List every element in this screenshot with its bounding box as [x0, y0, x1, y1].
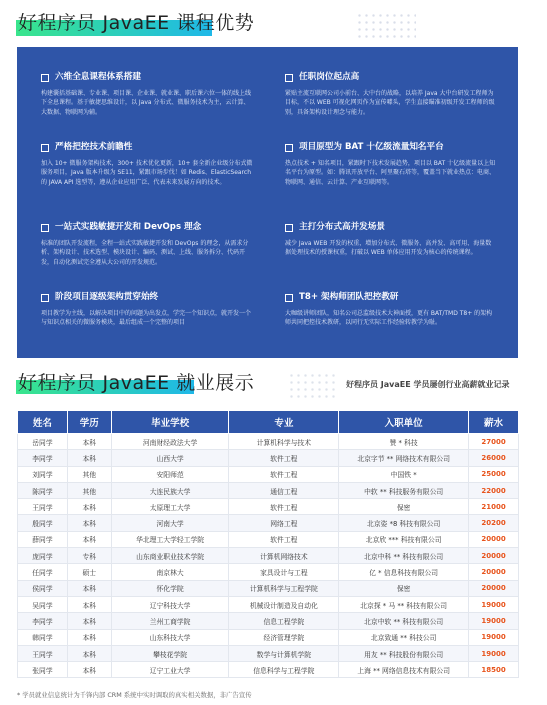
cell-salary: 20000 [469, 564, 519, 580]
feature-description: 构建囊括基础课、专业课、项目课、企业课、就业课、职后课六位一体的线上线下全息课程。基于敏捷思维设计，以 Java 分布式、微服务技术为主，云计算、大数据、物联网为辅。 [41, 90, 252, 116]
section-heading-employment [16, 366, 536, 402]
cell-salary: 25000 [469, 466, 519, 482]
cell-salary: 27000 [469, 434, 519, 450]
cell-salary: 26000 [469, 450, 519, 466]
feature-description: 减少 Java WEB 开发的权重，增加分布式、微服务、高并发、高可用、海量数据处理技术的授课权重，打破以 WEB 单体应用开发为核心的传统课程。 [285, 240, 492, 257]
feature-title: 六维全息课程体系搭建 [55, 72, 141, 82]
cell-school: 怀化学院 [111, 580, 229, 596]
cell-employer: 用友 ** 科技股份有限公司 [339, 645, 469, 661]
cell-education: 本科 [67, 596, 111, 612]
cell-salary: 18500 [469, 662, 519, 678]
cell-education: 本科 [67, 662, 111, 678]
header-employer: 入职单位 [339, 411, 469, 434]
table-row [18, 596, 519, 612]
cell-education: 本科 [67, 515, 111, 531]
checkbox-icon [41, 74, 49, 82]
checkbox-icon [41, 294, 49, 302]
cell-education: 本科 [67, 450, 111, 466]
cell-employer: 北京姿 *8 科技有限公司 [339, 515, 469, 531]
cell-education: 其他 [67, 482, 111, 498]
cell-name: 任同学 [18, 564, 68, 580]
cell-name: 张同学 [18, 662, 68, 678]
cell-salary: 22000 [469, 482, 519, 498]
feature-item [41, 292, 253, 328]
cell-salary: 20000 [469, 548, 519, 564]
table-row [18, 482, 519, 498]
section-title: 好程序员 JavaEE 课程优势 [18, 12, 255, 34]
decorative-dots [356, 12, 416, 40]
feature-description: 大咖级讲师团队，知名公司总监级技术大神面授，更有 BAT/TMD T8+ 的架构师共同把控技术教研，以同行无实际工作经验转教学为耻。 [285, 310, 493, 327]
cell-salary: 21000 [469, 499, 519, 515]
table-row [18, 434, 519, 450]
cell-school: 山西大学 [111, 450, 229, 466]
header-salary: 薪水 [469, 411, 519, 434]
cell-name: 岳同学 [18, 434, 68, 450]
cell-salary: 20200 [469, 515, 519, 531]
cell-major: 软件工程 [229, 466, 339, 482]
table-header-row [18, 411, 519, 434]
cell-major: 经济管理学院 [229, 629, 339, 645]
cell-major: 计算机网络技术 [229, 548, 339, 564]
decorative-dots [288, 372, 338, 400]
footnote: * 学员就业信息统计为千锋内部 CRM 系统中实时调取的真实相关数据，非广告宣传 [17, 691, 252, 699]
cell-name: 庞同学 [18, 548, 68, 564]
cell-school: 山东商业职业技术学院 [111, 548, 229, 564]
employment-table [17, 410, 519, 678]
cell-name: 韩同学 [18, 629, 68, 645]
feature-description: 项目教学为主线，以解决项目中的问题为出发点，学完一个知识点，就开发一个与知识点相关的微服务模块，最后组成一个完整的项目 [41, 310, 252, 327]
cell-salary: 19000 [469, 645, 519, 661]
feature-title: 主打分布式高并发场景 [299, 222, 385, 232]
cell-school: 安阳师范 [111, 466, 229, 482]
cell-name: 殷同学 [18, 515, 68, 531]
cell-school: 华北理工大学轻工学院 [111, 531, 229, 547]
cell-salary: 20000 [469, 531, 519, 547]
cell-major: 软件工程 [229, 450, 339, 466]
cell-education: 本科 [67, 645, 111, 661]
cell-major: 信息科学与工程学院 [229, 662, 339, 678]
cell-major: 软件工程 [229, 531, 339, 547]
cell-school: 太原理工大学 [111, 499, 229, 515]
cell-name: 刘同学 [18, 466, 68, 482]
table-row [18, 466, 519, 482]
feature-item [285, 292, 497, 328]
cell-major: 计算机科学与技术 [229, 434, 339, 450]
cell-education: 本科 [67, 434, 111, 450]
cell-education: 专科 [67, 548, 111, 564]
feature-item [41, 72, 253, 117]
feature-item [41, 222, 253, 267]
header-name: 姓名 [18, 411, 68, 434]
feature-title: 阶段项目逐级架构贯穿始终 [55, 292, 159, 302]
feature-title: 任职岗位起点高 [299, 72, 360, 82]
cell-major: 计算机科学与工程学院 [229, 580, 339, 596]
table-row [18, 613, 519, 629]
cell-major: 通信工程 [229, 482, 339, 498]
cell-employer: 上海 ** 网络信息技术有限公司 [339, 662, 469, 678]
checkbox-icon [41, 224, 49, 232]
feature-title: 严格把控技术前瞻性 [55, 142, 133, 152]
checkbox-icon [285, 224, 293, 232]
cell-employer: 中软 ** 科技服务有限公司 [339, 482, 469, 498]
cell-name: 吴同学 [18, 596, 68, 612]
cell-employer: 保密 [339, 499, 469, 515]
cell-major: 机械设计制造及自动化 [229, 596, 339, 612]
table-row [18, 515, 519, 531]
checkbox-icon [41, 144, 49, 152]
cell-name: 陈同学 [18, 482, 68, 498]
feature-title: 一站式实践敏捷开发和 DevOps 理念 [55, 222, 202, 232]
cell-major: 数学与计算机学院 [229, 645, 339, 661]
cell-education: 本科 [67, 613, 111, 629]
advantages-panel [17, 47, 518, 358]
cell-education: 其他 [67, 466, 111, 482]
cell-school: 大连民族大学 [111, 482, 229, 498]
cell-school: 兰州工商学院 [111, 613, 229, 629]
table-row [18, 662, 519, 678]
cell-education: 硕士 [67, 564, 111, 580]
cell-employer: 北京字节 ** 网络技术有限公司 [339, 450, 469, 466]
cell-salary: 19000 [469, 629, 519, 645]
cell-employer: 北京中软 ** 科技有限公司 [339, 613, 469, 629]
cell-education: 本科 [67, 531, 111, 547]
feature-description: 标准的团队开发流程，全程一站式实践敏捷开发和 DevOps 的理念，从需求分析、架构设计、技术选型、模块设计、编码、测试、上线、服务拆分、代码开发，自动化测试完全遵从大公司的开发规范。 [41, 240, 249, 266]
feature-item [285, 72, 497, 117]
cell-employer: 赞 * 科技 [339, 434, 469, 450]
section-subtitle: 好程序员 JavaEE 学员屡创行业高薪就业记录 [346, 380, 510, 389]
cell-major: 软件工程 [229, 499, 339, 515]
cell-employer: 中国铁 * [339, 466, 469, 482]
table-row [18, 580, 519, 596]
section-title: 好程序员 JavaEE 就业展示 [18, 372, 255, 394]
cell-school: 辽宁工业大学 [111, 662, 229, 678]
cell-salary: 19000 [469, 613, 519, 629]
table-row [18, 548, 519, 564]
cell-employer: 北京中科 ** 科技有限公司 [339, 548, 469, 564]
cell-name: 薛同学 [18, 531, 68, 547]
cell-name: 李同学 [18, 613, 68, 629]
table-row [18, 531, 519, 547]
cell-employer: 北京欣 *** 科技有限公司 [339, 531, 469, 547]
feature-title: 项目原型为 BAT 十亿级流量知名平台 [299, 142, 444, 152]
cell-major: 家具设计与工程 [229, 564, 339, 580]
table-row [18, 499, 519, 515]
section-heading-advantages [16, 6, 536, 42]
checkbox-icon [285, 294, 293, 302]
cell-major: 信息工程学院 [229, 613, 339, 629]
cell-school: 河南大学 [111, 515, 229, 531]
cell-salary: 19000 [469, 596, 519, 612]
header-school: 毕业学校 [111, 411, 229, 434]
header-education: 学历 [67, 411, 111, 434]
cell-name: 王同学 [18, 499, 68, 515]
feature-item [285, 142, 497, 187]
feature-description: 紧贴主流互联网公司小前台、大中台的战略，以培养 Java 大中台研发工程师为目标，不以 WEB 可视化网页作为宣传噱头，学生直接瞄准初级开发工程师的级别，具备架构设计理念与能力。 [285, 90, 495, 116]
table-row [18, 450, 519, 466]
cell-education: 本科 [67, 580, 111, 596]
cell-salary: 20000 [469, 580, 519, 596]
feature-description: 热点技术 + 知名项目，紧跟时下技术发展趋势，项目以 BAT 十亿级流量以上知名平台为原型。如：腾讯开放平台、阿里聚石塔等，覆盖当下就业热点：电商、物联网、通信、云计算、产业互联网等。 [285, 160, 496, 186]
feature-item [285, 222, 497, 258]
feature-title: T8+ 架构师团队把控教研 [299, 292, 399, 302]
feature-item [41, 142, 253, 187]
cell-major: 网络工程 [229, 515, 339, 531]
checkbox-icon [285, 144, 293, 152]
feature-description: 加入 10+ 微服务架构技术，300+ 技术优化更新，10+ 套全新企业级分布式微服务项目，Java 版本升级为 SE11，紧跟市场步伐！如 Redis、ElasticSearch 的 JAVA API 选型等，遵从企业应用广泛、代表未来发展方向的技术。 [41, 160, 253, 186]
cell-school: 攀枝花学院 [111, 645, 229, 661]
cell-school: 辽宁科技大学 [111, 596, 229, 612]
cell-name: 王同学 [18, 645, 68, 661]
table-row [18, 629, 519, 645]
table-row [18, 564, 519, 580]
cell-employer: 北京致通 ** 科技公司 [339, 629, 469, 645]
cell-school: 山东科技大学 [111, 629, 229, 645]
cell-employer: 保密 [339, 580, 469, 596]
table-row [18, 645, 519, 661]
cell-education: 本科 [67, 499, 111, 515]
cell-name: 侯同学 [18, 580, 68, 596]
cell-school: 河南财经政法大学 [111, 434, 229, 450]
checkbox-icon [285, 74, 293, 82]
header-major: 专业 [229, 411, 339, 434]
cell-school: 南京林大 [111, 564, 229, 580]
cell-name: 李同学 [18, 450, 68, 466]
cell-employer: 北京探 * 马 ** 科技有限公司 [339, 596, 469, 612]
cell-employer: 亿 * 信息科技有限公司 [339, 564, 469, 580]
cell-education: 本科 [67, 629, 111, 645]
